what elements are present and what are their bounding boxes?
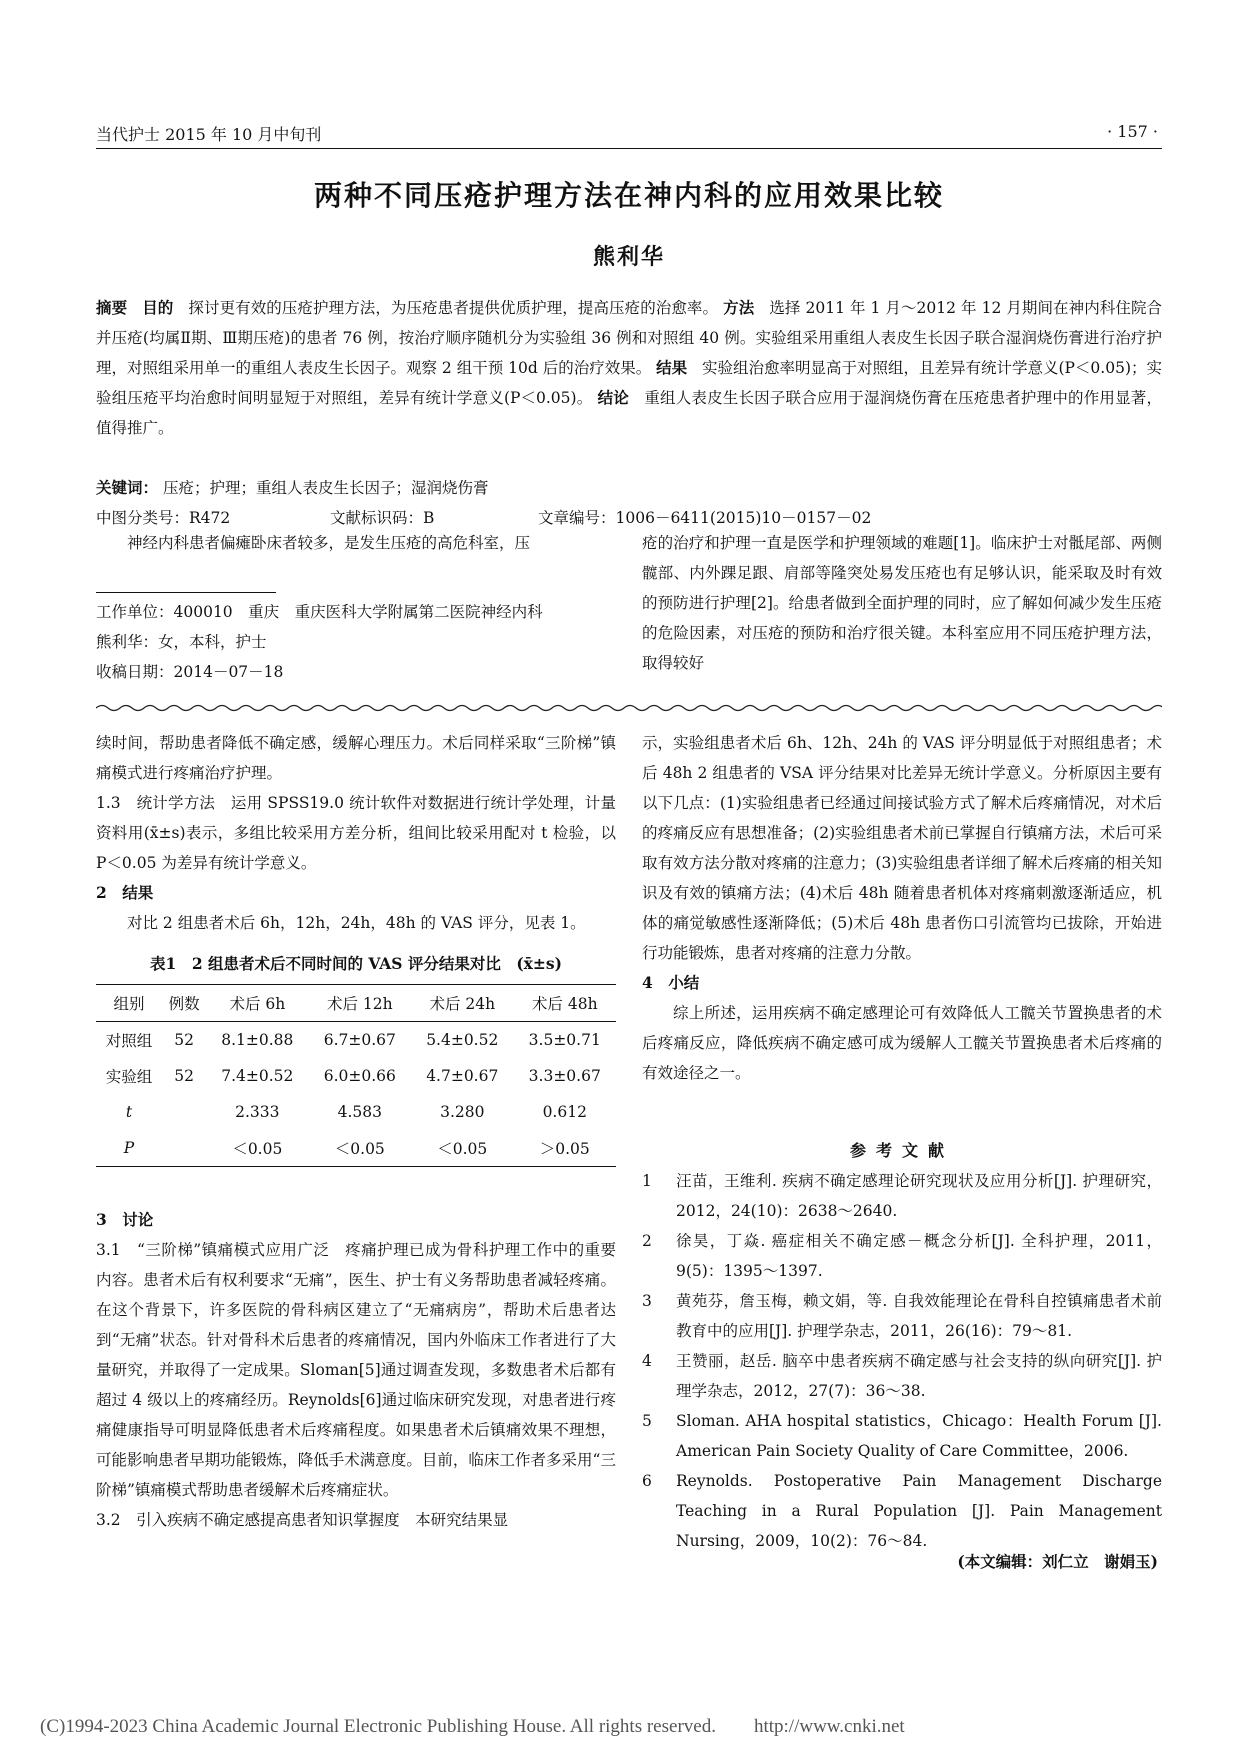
discussion-p1: 3.1 “三阶梯”镇痛模式应用广泛 疼痛护理已成为骨科护理工作中的重要内容。患者术后有权利要求“无痛”，医生、护士有义务帮助患者减轻疼痛。在这个背景下，许多医院的骨科病区建立了“无痛病房”，帮助术后患者达到“无痛”状态。针对骨科术后患者的疼痛情况，国内外临床工作者进行了大量研究，并取得了一定成果。Sloman[5]通过调查发现，多数患者术后都有超过 4 级以上的疼痛经历。Reynolds[6]通过临床研究发现，对患者进行疼痛健康指导可明显降低患者术后疼痛程度。如果患者术后镇痛效果不理想，可能影响患者早期功能锻炼，降低手术满意度。目前，临床工作者多采用“三阶梯”镇痛模式帮助患者缓解术后疼痛症状。 bbox=[96, 1241, 616, 1499]
abstract-label: 摘要 bbox=[96, 298, 128, 317]
table-cell: t bbox=[125, 1103, 133, 1121]
method-label: 方法 bbox=[723, 298, 755, 317]
conclusion-text: 重组人表皮生长因子联合应用于湿润烧伤膏在压疮患者护理中的作用显著，值得推广。 bbox=[96, 389, 1162, 437]
reference-text: Reynolds. Postoperative Pain Management Discharge Teaching in a Rural Population [J]. Pain Management Nursing，2009，10(2)：76～84. bbox=[676, 1472, 1162, 1550]
reference-number: 6 bbox=[642, 1472, 652, 1490]
table-row bbox=[96, 1022, 616, 1059]
table-header: 术后 48h bbox=[531, 995, 598, 1013]
affiliation: 工作单位：400010 重庆 重庆医科大学附属第二医院神经内科 bbox=[96, 603, 543, 621]
table-cell: 3.3±0.67 bbox=[528, 1067, 601, 1085]
intro-left-text: 神经内科患者偏瘫卧床者较多，是发生压疮的高危科室，压 bbox=[127, 534, 531, 552]
document-code: 文献标识码：B bbox=[330, 509, 435, 527]
article-number: 文章编号：1006－6411(2015)10－0157－02 bbox=[538, 509, 872, 527]
body-right-p1: 示，实验组患者术后 6h、12h、24h 的 VAS 评分明显低于对照组患者；术后 48h 2 组患者的 VSA 评分结果对比差异无统计学意义。分析原因主要有以下几点：(1)实验组患者已经通过间接试验方式了解术后疼痛情况，对术后的疼痛反应有思想准备；(2)实验组患者术前已掌握自行镇痛方法，术后可采取有效方法分散对疼痛的注意力；(3)实验组患者详细了解术后疼痛的相关知识及有效的镇痛方法；(4)术后 48h 随着患者机体对疼痛刺激逐渐适应，机体的痛觉敏感性逐渐降低；(5)术后 48h 患者伤口引流管均已拔除，开始进行功能锻炼，患者对疼痛的注意力分散。 bbox=[642, 734, 1162, 962]
article-title: 两种不同压疮护理方法在神内科的应用效果比较 bbox=[313, 179, 944, 212]
table-cell: 3.280 bbox=[440, 1103, 485, 1121]
keywords-text: 压疮；护理；重组人表皮生长因子；湿润烧伤膏 bbox=[162, 479, 489, 497]
table-cell: 52 bbox=[174, 1067, 194, 1085]
table-header: 术后 24h bbox=[429, 995, 496, 1013]
table-row bbox=[96, 1094, 616, 1130]
section-discussion: 3 讨论 bbox=[96, 1210, 154, 1229]
reference-number: 5 bbox=[642, 1412, 652, 1430]
table-cell: ＜0.05 bbox=[334, 1140, 385, 1158]
discussion-p2: 3.2 引入疾病不确定感提高患者知识掌握度 本研究结果显 bbox=[96, 1511, 509, 1529]
table-cell: 8.1±0.88 bbox=[221, 1031, 294, 1049]
reference-text: 汪苗，王维利. 疾病不确定感理论研究现状及应用分析[J]. 护理研究，2012，24(10)：2638～2640. bbox=[676, 1172, 1162, 1220]
method-text: 选择 2011 年 1 月～2012 年 12 月期间在神内科住院合并压疮(均属Ⅱ期、Ⅲ期压疮)的患者 76 例，按治疗顺序随机分为实验组 36 例和对照组 40 例。实验组采用重组人表皮生长因子联合湿润烧伤膏进行治疗护理，对照组采用单一的重组人表皮生长因子。观察 2 组干预 10d 后的治疗效果。 bbox=[96, 299, 1163, 377]
results-text: 对比 2 组患者术后 6h，12h，24h，48h 的 VAS 评分，见表 1。 bbox=[127, 914, 586, 932]
reference-item bbox=[642, 1466, 1162, 1556]
page-number: · 157 · bbox=[1107, 122, 1158, 141]
references-list bbox=[642, 1166, 1162, 1556]
table-cell: ＜0.05 bbox=[232, 1140, 283, 1158]
reference-text: 王赞丽，赵岳. 脑卒中患者疾病不确定感与社会支持的纵向研究[J]. 护理学杂志，2012，27(7)：36～38. bbox=[676, 1352, 1162, 1400]
stats-method: 1.3 统计学方法 运用 SPSS19.0 统计软件对数据进行统计学处理，计量资料用(x̄±s)表示，多组比较采用方差分析，组间比较采用配对 t 检验，以 P＜0.05 为差异有统计学意义。 bbox=[96, 794, 616, 872]
table-cell: P bbox=[123, 1139, 135, 1157]
table-header: 术后 12h bbox=[326, 995, 393, 1013]
clc-number: 中图分类号：R472 bbox=[96, 509, 231, 527]
table-row bbox=[96, 1058, 616, 1094]
reference-item bbox=[642, 1166, 1162, 1226]
intro-left bbox=[96, 528, 616, 558]
section-results: 2 结果 bbox=[96, 883, 154, 902]
table-caption: 表1 2 组患者术后不同时间的 VAS 评分结果对比 (x̄±s) bbox=[150, 954, 562, 973]
reference-text: Sloman. AHA hospital statistics，Chicago：Health Forum [J]. American Pain Society Quality of Care Committee，2006. bbox=[676, 1412, 1162, 1460]
purpose-text: 探讨更有效的压疮护理方法，为压疮患者提供优质护理，提高压疮的治愈率。 bbox=[188, 299, 719, 317]
vas-table bbox=[96, 984, 616, 1167]
table-cell: 52 bbox=[174, 1031, 194, 1049]
intro-right bbox=[642, 528, 1162, 678]
table-cell: 5.4±0.52 bbox=[426, 1031, 499, 1049]
conclusion-label: 结论 bbox=[597, 388, 629, 407]
body-left bbox=[96, 728, 616, 938]
table-cell: 6.0±0.66 bbox=[323, 1067, 396, 1085]
reference-number: 4 bbox=[642, 1352, 652, 1370]
keywords bbox=[96, 473, 1162, 503]
table-row bbox=[96, 1130, 616, 1167]
reference-item bbox=[642, 1286, 1162, 1346]
summary-text: 综上所述，运用疾病不确定感理论可有效降低人工髋关节置换患者的术后疼痛反应，降低疾病不确定感可成为缓解人工髋关节置换患者术后疼痛的有效途径之一。 bbox=[642, 1004, 1162, 1082]
purpose-label: 目的 bbox=[142, 298, 174, 317]
table-cell: ＞0.05 bbox=[539, 1140, 590, 1158]
footnote bbox=[96, 597, 616, 687]
page-break-wave bbox=[96, 701, 1162, 715]
references-title: 参考文献 bbox=[849, 1141, 954, 1160]
discussion bbox=[96, 1205, 616, 1535]
table-cell: 7.4±0.52 bbox=[221, 1067, 294, 1085]
result-label: 结果 bbox=[656, 358, 688, 377]
reference-number: 2 bbox=[642, 1232, 652, 1250]
author-info: 熊利华：女，本科，护士 bbox=[96, 633, 267, 651]
result-text: 实验组治愈率明显高于对照组，且差异有统计学意义(P＜0.05)；实验组压疮平均治愈时间明显短于对照组，差异有统计学意义(P＜0.05)。 bbox=[96, 359, 1162, 407]
table-cell: 实验组 bbox=[105, 1068, 153, 1086]
table-header: 例数 bbox=[168, 995, 200, 1013]
table-cell: 对照组 bbox=[105, 1032, 153, 1050]
body-left-p1: 续时间，帮助患者降低不确定感，缓解心理压力。术后同样采取“三阶梯”镇痛模式进行疼痛治疗护理。 bbox=[96, 734, 616, 782]
article-author: 熊利华 bbox=[592, 244, 665, 270]
body-right bbox=[642, 728, 1162, 1088]
table-header: 术后 6h bbox=[229, 995, 286, 1013]
table-cell: 4.7±0.67 bbox=[426, 1067, 499, 1085]
table-header: 组别 bbox=[113, 995, 145, 1013]
reference-text: 黄苑芬，詹玉梅，赖文娟，等. 自我效能理论在骨科自控镇痛患者术前教育中的应用[J]. 护理学杂志，2011，26(16)：79～81. bbox=[676, 1292, 1162, 1340]
reference-text: 徐昊，丁焱. 癌症相关不确定感－概念分析[J]. 全科护理，2011，9(5)：1395～1397. bbox=[676, 1232, 1162, 1280]
header-rule bbox=[96, 148, 1162, 149]
running-head: 当代护士 2015 年 10 月中旬刊 bbox=[96, 125, 322, 144]
intro-right-text: 疮的治疗和护理一直是医学和护理领域的难题[1]。临床护士对骶尾部、两侧髋部、内外踝足跟、肩部等隆突处易发压疮也有足够认识，能采取及时有效的预防进行护理[2]。给患者做到全面护理的同时，应了解如何减少发生压疮的危险因素，对压疮的预防和治疗很关键。本科室应用不同压疮护理方法，取得较好 bbox=[642, 534, 1162, 672]
reference-item bbox=[642, 1346, 1162, 1406]
table-cell: ＜0.05 bbox=[437, 1140, 488, 1158]
table-cell: 6.7±0.67 bbox=[323, 1031, 396, 1049]
editor-note: (本文编辑：刘仁立 谢娟玉) bbox=[957, 1552, 1158, 1571]
table-cell: 4.583 bbox=[337, 1103, 382, 1121]
table-cell: 0.612 bbox=[542, 1103, 587, 1121]
table-cell: 2.333 bbox=[235, 1103, 280, 1121]
footnote-rule bbox=[96, 592, 276, 593]
table-header-row bbox=[96, 985, 616, 1022]
copyright-notice: (C)1994-2023 China Academic Journal Electronic Publishing House. All rights reserved. http://www.cnki.net bbox=[40, 1716, 905, 1737]
abstract bbox=[96, 293, 1162, 443]
table-cell bbox=[162, 1094, 206, 1130]
reference-number: 1 bbox=[642, 1172, 652, 1190]
reference-item bbox=[642, 1226, 1162, 1286]
received-date: 收稿日期：2014－07－18 bbox=[96, 663, 284, 681]
reference-number: 3 bbox=[642, 1292, 652, 1310]
reference-item bbox=[642, 1406, 1162, 1466]
keywords-label: 关键词： bbox=[96, 478, 159, 497]
table-cell: 3.5±0.71 bbox=[528, 1031, 601, 1049]
table-cell bbox=[162, 1130, 206, 1167]
section-summary: 4 小结 bbox=[642, 973, 700, 992]
